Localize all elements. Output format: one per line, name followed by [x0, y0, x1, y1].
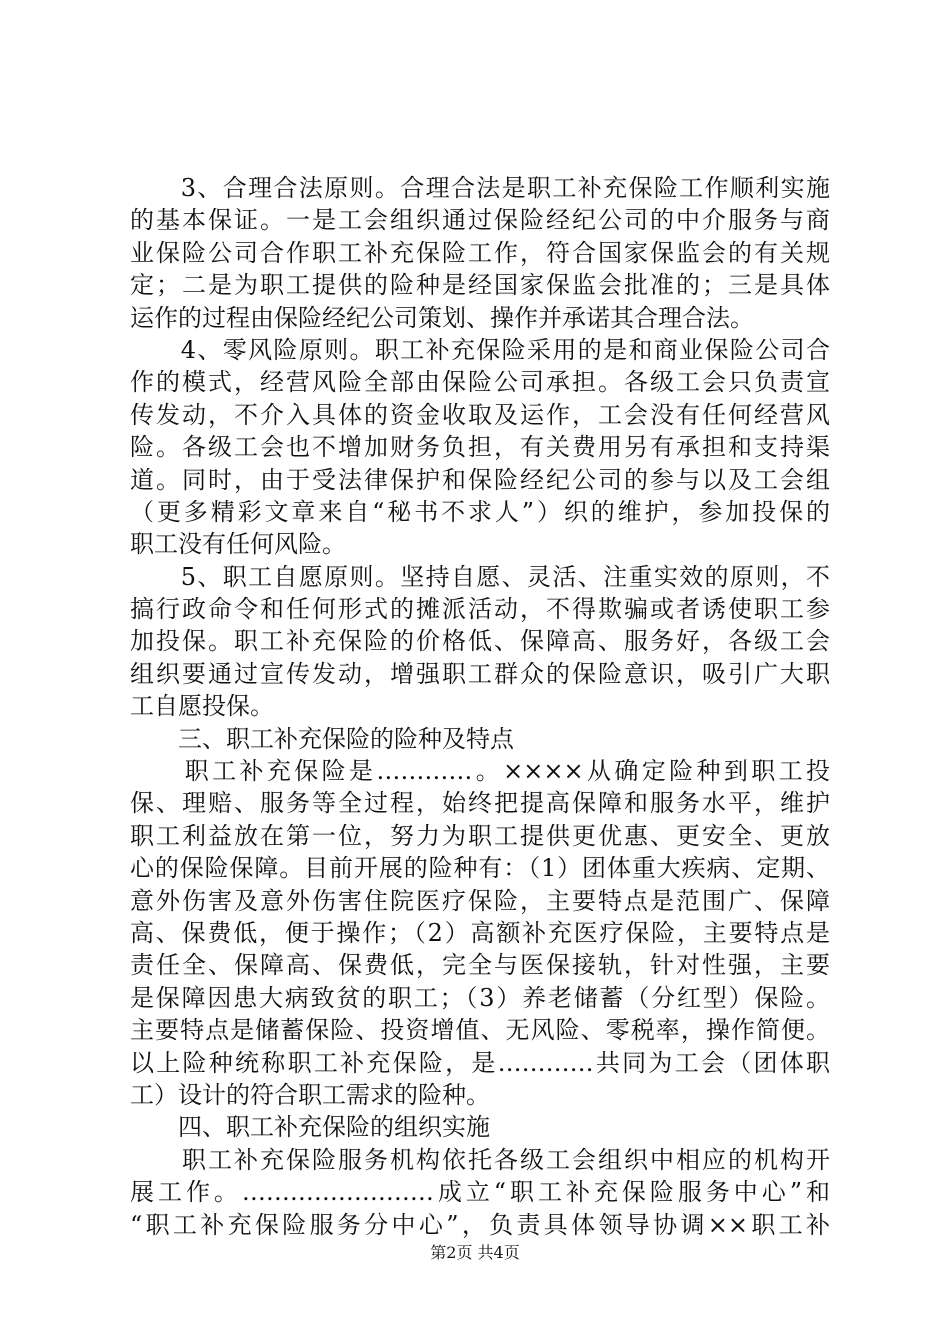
- text-line: 加投保。职工补充保险的价格低、保障高、服务好，各级工会: [130, 627, 830, 656]
- text-line: 职工补充保险是…………。××××从确定险种到职工投: [130, 757, 830, 786]
- section-heading: 三、职工补充保险的险种及特点: [130, 724, 514, 753]
- text-line: “职工补充保险服务分中心”，负责具体领导协调××职工补: [130, 1210, 830, 1239]
- text-line: 工）设计的符合职工需求的险种。: [130, 1080, 490, 1109]
- text-line: 是保障因患大病致贫的职工；（3）养老储蓄（分红型）保险。: [130, 983, 830, 1012]
- text-line: 心的保险保障。目前开展的险种有：（1）团体重大疾病、定期、: [130, 854, 830, 883]
- text-line: 搞行政命令和任何形式的摊派活动，不得欺骗或者诱使职工参: [130, 595, 830, 624]
- text-line: 作的模式，经营风险全部由保险公司承担。各级工会只负责宣: [130, 368, 830, 397]
- text-line: 职工没有任何风险。: [130, 530, 346, 559]
- document-body: [130, 172, 830, 1241]
- text-line: 3、合理合法原则。合理合法是职工补充保险工作顺利实施: [130, 174, 830, 202]
- text-line: 高、保费低，便于操作；（2）高额补充医疗保险，主要特点是: [130, 918, 830, 947]
- text-line: 责任全、保障高、保费低，完全与医保接轨，针对性强，主要: [130, 951, 830, 980]
- text-line: （更多精彩文章来自“秘书不求人”）织的维护，参加投保的: [130, 497, 830, 526]
- text-line: 工自愿投保。: [130, 692, 274, 721]
- text-line: 传发动，不介入具体的资金收取及运作，工会没有任何经营风: [130, 400, 830, 429]
- text-line: 道。同时，由于受法律保护和保险经纪公司的参与以及工会组: [130, 465, 830, 494]
- text-line: 意外伤害及意外伤害住院医疗保险，主要特点是范围广、保障: [130, 886, 830, 915]
- text-line: 职工利益放在第一位，努力为职工提供更优惠、更安全、更放: [130, 821, 830, 850]
- text-line: 保、理赔、服务等全过程，始终把提高保障和服务水平，维护: [130, 789, 830, 818]
- page-number-label: 第2页 共4页: [430, 1243, 520, 1262]
- text-line: 的基本保证。一是工会组织通过保险经纪公司的中介服务与商: [130, 206, 830, 235]
- text-line: 定；二是为职工提供的险种是经国家保监会批准的；三是具体: [130, 271, 830, 300]
- text-line: 展工作。……………………成立“职工补充保险服务中心”和: [130, 1178, 830, 1207]
- text-line: 4、零风险原则。职工补充保险采用的是和商业保险公司合: [130, 335, 830, 364]
- text-line: 5、职工自愿原则。坚持自愿、灵活、注重实效的原则，不: [130, 562, 830, 591]
- page-footer: [0, 1243, 950, 1263]
- text-line: 以上险种统称职工补充保险，是…………共同为工会（团体职: [130, 1048, 830, 1077]
- text-line: 险。各级工会也不增加财务负担，有关费用另有承担和支持渠: [130, 433, 830, 462]
- text-line: 运作的过程由保险经纪公司策划、操作并承诺其合理合法。: [130, 303, 754, 332]
- text-line: 主要特点是储蓄保险、投资增值、无风险、零税率，操作简便。: [130, 1016, 830, 1045]
- text-line: 业保险公司合作职工补充保险工作，符合国家保监会的有关规: [130, 238, 830, 267]
- section-heading: 四、职工补充保险的组织实施: [130, 1113, 490, 1142]
- text-line: 组织要通过宣传发动，增强职工群众的保险意识，吸引广大职: [130, 659, 830, 688]
- text-line: 职工补充保险服务机构依托各级工会组织中相应的机构开: [130, 1145, 830, 1174]
